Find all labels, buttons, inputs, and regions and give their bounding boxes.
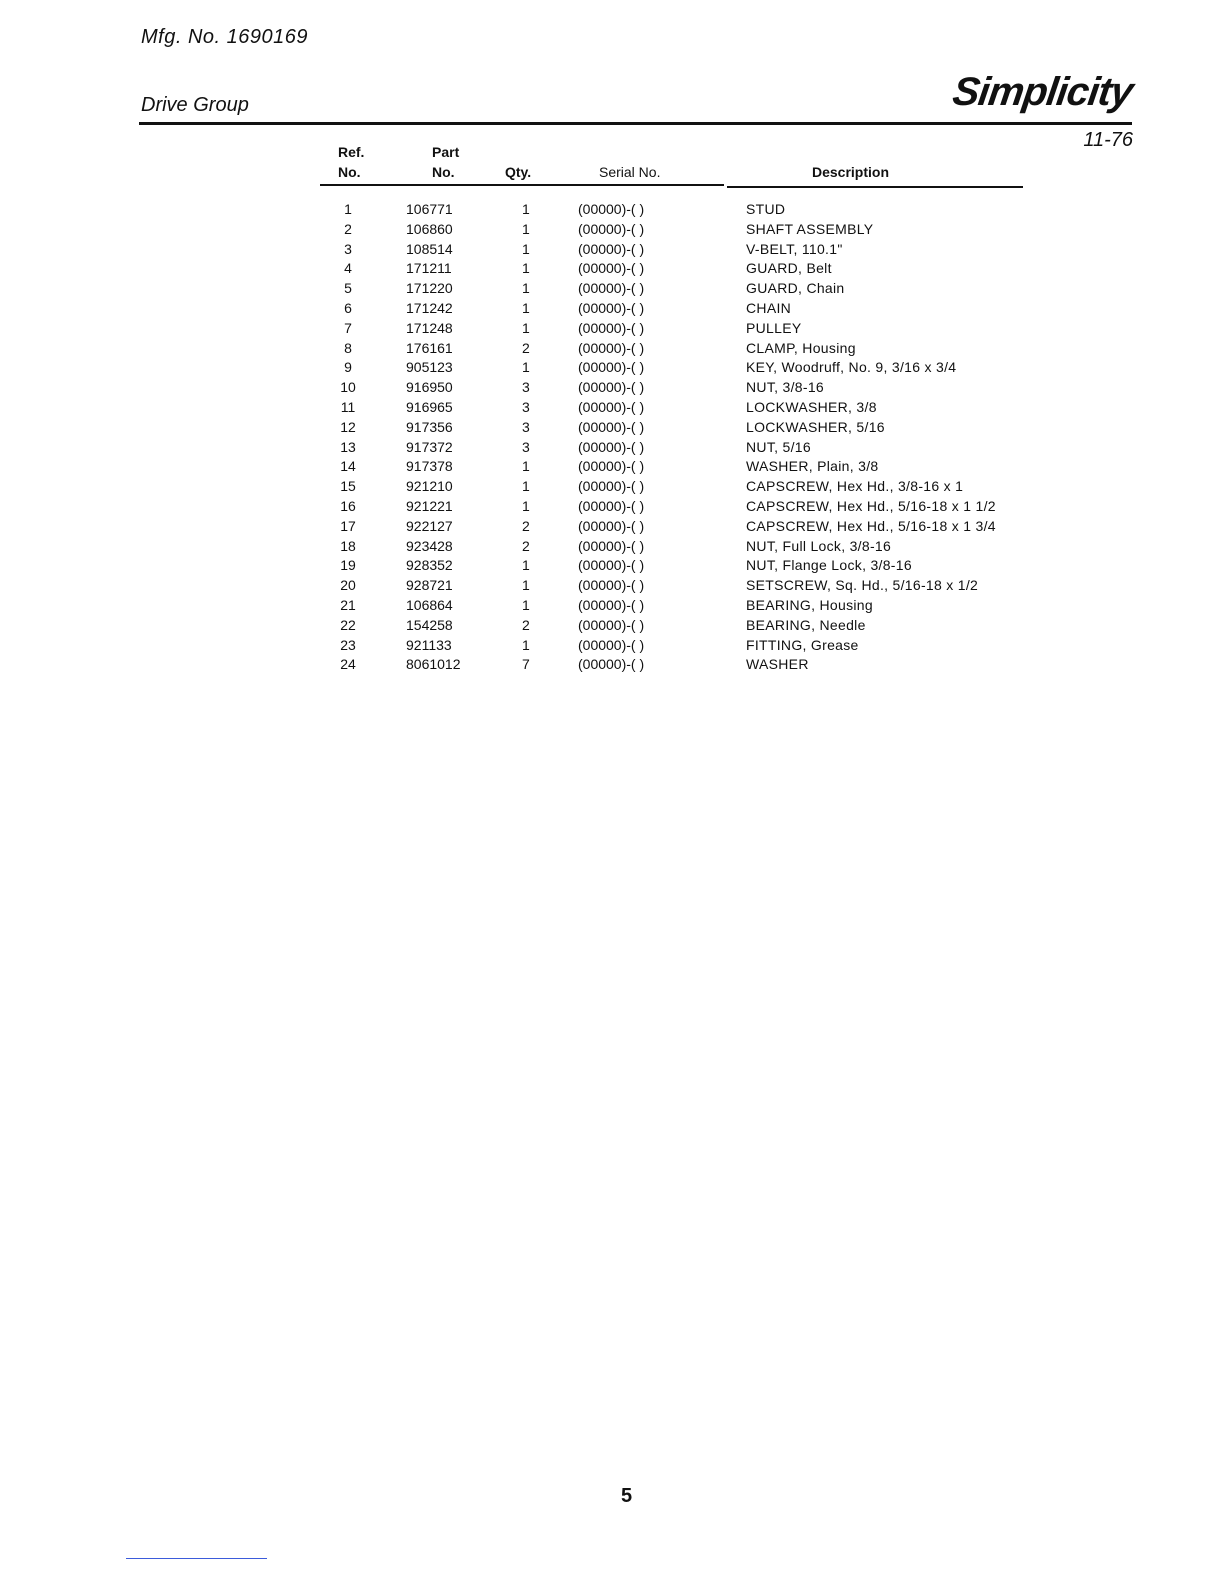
quantity-cell: 3 [522,379,530,396]
table-row [320,596,996,616]
table-row [320,576,996,596]
description-cell: FITTING, Grease [746,636,859,653]
ref-cell: 3 [344,240,352,257]
ref-cell: 24 [340,656,356,673]
part-number-cell: 921133 [406,636,452,653]
serial-cell: (00000)-( ) [578,557,645,574]
page-number: 5 [621,1485,633,1507]
header-rule [139,122,1132,125]
table-row [320,438,996,458]
part-number-cell: 176161 [406,339,453,356]
serial-cell: (00000)-( ) [578,299,645,316]
description-cell: LOCKWASHER, 3/8 [746,398,877,415]
serial-cell: (00000)-( ) [578,616,645,633]
description-cell: CAPSCREW, Hex Hd., 5/16-18 x 1 3/4 [746,517,996,534]
bottom-rule [126,1558,267,1559]
ref-cell: 20 [340,577,356,594]
ref-cell: 8 [344,339,352,356]
table-row [320,299,996,319]
quantity-cell: 1 [522,636,530,653]
table-row [320,358,996,378]
description-cell: WASHER, Plain, 3/8 [746,458,879,475]
quantity-cell: 3 [522,438,530,455]
col-header-part-line1: Part [432,144,460,160]
description-cell: WASHER [746,656,809,673]
col-header-qty: Qty. [505,164,532,180]
ref-cell: 9 [344,359,352,376]
group-title: Drive Group [141,94,249,116]
quantity-cell: 1 [522,577,530,594]
serial-cell: (00000)-( ) [578,319,645,336]
part-number-cell: 921210 [406,478,453,495]
table-row [320,616,996,636]
description-cell: GUARD, Belt [746,260,832,277]
part-number-cell: 154258 [406,616,453,633]
ref-cell: 2 [344,220,352,237]
quantity-cell: 1 [522,596,530,613]
ref-cell: 19 [340,557,356,574]
part-number-cell: 917378 [406,458,453,475]
serial-cell: (00000)-( ) [578,240,645,257]
header-underline-left [320,184,724,186]
ref-cell: 4 [344,260,352,277]
description-cell: CLAMP, Housing [746,339,856,356]
serial-cell: (00000)-( ) [578,478,645,495]
serial-cell: (00000)-( ) [578,379,645,396]
quantity-cell: 7 [522,656,530,673]
part-number-cell: 8061012 [406,656,461,673]
table-row [320,477,996,497]
ref-cell: 14 [340,458,356,475]
ref-cell: 1 [344,201,352,217]
ref-cell: 11 [340,398,356,415]
table-row [320,418,996,438]
serial-cell: (00000)-( ) [578,596,645,613]
quantity-cell: 1 [522,359,530,376]
serial-cell: (00000)-( ) [578,359,645,376]
ref-cell: 12 [340,418,356,435]
table-row [320,240,996,260]
part-number-cell: 928352 [406,557,453,574]
description-cell: NUT, 5/16 [746,438,811,455]
brand-logo: Simplicity [950,70,1136,114]
serial-cell: (00000)-( ) [578,517,645,534]
description-cell: PULLEY [746,319,802,336]
table-row [320,457,996,477]
ref-cell: 10 [340,379,356,396]
quantity-cell: 2 [522,517,530,534]
col-header-part-line2: No. [432,164,455,180]
serial-cell: (00000)-( ) [578,260,645,277]
quantity-cell: 1 [522,497,530,514]
serial-cell: (00000)-( ) [578,577,645,594]
description-cell: NUT, Flange Lock, 3/8-16 [746,557,912,574]
part-number-cell: 106771 [406,201,453,217]
table-row [320,259,996,279]
description-cell: CHAIN [746,299,792,316]
table-row [320,636,996,656]
ref-cell: 21 [340,596,356,613]
serial-cell: (00000)-( ) [578,280,645,297]
ref-cell: 22 [340,616,356,633]
col-header-ref-line1: Ref. [338,144,365,160]
part-number-cell: 916950 [406,379,453,396]
parts-table [320,200,996,675]
col-header-ref-line2: No. [338,164,361,180]
part-number-cell: 108514 [406,240,453,257]
ref-cell: 18 [340,537,356,554]
quantity-cell: 1 [522,557,530,574]
description-cell: V-BELT, 110.1" [746,240,843,257]
serial-cell: (00000)-( ) [578,537,645,554]
quantity-cell: 2 [522,537,530,554]
header-underline-right [727,186,1023,188]
quantity-cell: 1 [522,478,530,495]
description-cell: BEARING, Needle [746,616,866,633]
ref-cell: 5 [344,280,352,297]
part-number-cell: 905123 [406,359,453,376]
description-cell: BEARING, Housing [746,596,873,613]
part-number-cell: 171248 [406,319,453,336]
ref-cell: 13 [340,438,356,455]
table-row [320,398,996,418]
mfg-number: Mfg. No. 1690169 [141,26,308,48]
quantity-cell: 1 [522,220,530,237]
part-number-cell: 923428 [406,537,453,554]
col-header-ref [338,142,364,182]
parts-table-body [320,200,996,675]
description-cell: SHAFT ASSEMBLY [746,220,874,237]
serial-cell: (00000)-( ) [578,220,645,237]
table-row [320,655,996,675]
part-number-cell: 921221 [406,497,453,514]
table-row [320,339,996,359]
description-cell: NUT, Full Lock, 3/8-16 [746,537,892,554]
part-number-cell: 171211 [406,260,452,277]
serial-cell: (00000)-( ) [578,458,645,475]
ref-cell: 16 [340,497,356,514]
quantity-cell: 3 [522,398,530,415]
ref-cell: 7 [344,319,352,336]
table-row [320,279,996,299]
description-cell: GUARD, Chain [746,280,845,297]
description-cell: CAPSCREW, Hex Hd., 5/16-18 x 1 1/2 [746,497,996,514]
table-row [320,319,996,339]
quantity-cell: 1 [522,240,530,257]
table-row [320,517,996,537]
quantity-cell: 1 [522,319,530,336]
part-number-cell: 916965 [406,398,453,415]
serial-cell: (00000)-( ) [578,497,645,514]
quantity-cell: 1 [522,458,530,475]
quantity-cell: 2 [522,616,530,633]
col-header-description: Description [812,164,890,180]
quantity-cell: 2 [522,339,530,356]
table-row [320,378,996,398]
ref-cell: 17 [340,517,356,534]
quantity-cell: 3 [522,418,530,435]
part-number-cell: 922127 [406,517,453,534]
revision-date: 11-76 [1083,129,1133,151]
table-row [320,220,996,240]
serial-cell: (00000)-( ) [578,398,645,415]
table-row [320,556,996,576]
description-cell: SETSCREW, Sq. Hd., 5/16-18 x 1/2 [746,577,979,594]
description-cell: NUT, 3/8-16 [746,379,824,396]
serial-cell: (00000)-( ) [578,656,645,673]
serial-cell: (00000)-( ) [578,339,645,356]
part-number-cell: 106860 [406,220,453,237]
col-header-serial: Serial No. [599,164,661,180]
part-number-cell: 928721 [406,577,453,594]
ref-cell: 23 [340,636,356,653]
description-cell: KEY, Woodruff, No. 9, 3/16 x 3/4 [746,359,957,376]
table-row [320,200,996,220]
part-number-cell: 171220 [406,280,453,297]
serial-cell: (00000)-( ) [578,636,645,653]
col-header-part [432,142,459,182]
part-number-cell: 106864 [406,596,453,613]
part-number-cell: 171242 [406,299,453,316]
quantity-cell: 1 [522,260,530,277]
serial-cell: (00000)-( ) [578,438,645,455]
quantity-cell: 1 [522,201,530,217]
table-row [320,497,996,517]
description-cell: LOCKWASHER, 5/16 [746,418,885,435]
description-cell: CAPSCREW, Hex Hd., 3/8-16 x 1 [746,478,964,495]
serial-cell: (00000)-( ) [578,201,645,217]
part-number-cell: 917356 [406,418,453,435]
part-number-cell: 917372 [406,438,453,455]
ref-cell: 15 [340,478,356,495]
quantity-cell: 1 [522,299,530,316]
serial-cell: (00000)-( ) [578,418,645,435]
table-row [320,537,996,557]
description-cell: STUD [746,201,786,217]
quantity-cell: 1 [522,280,530,297]
ref-cell: 6 [344,299,352,316]
